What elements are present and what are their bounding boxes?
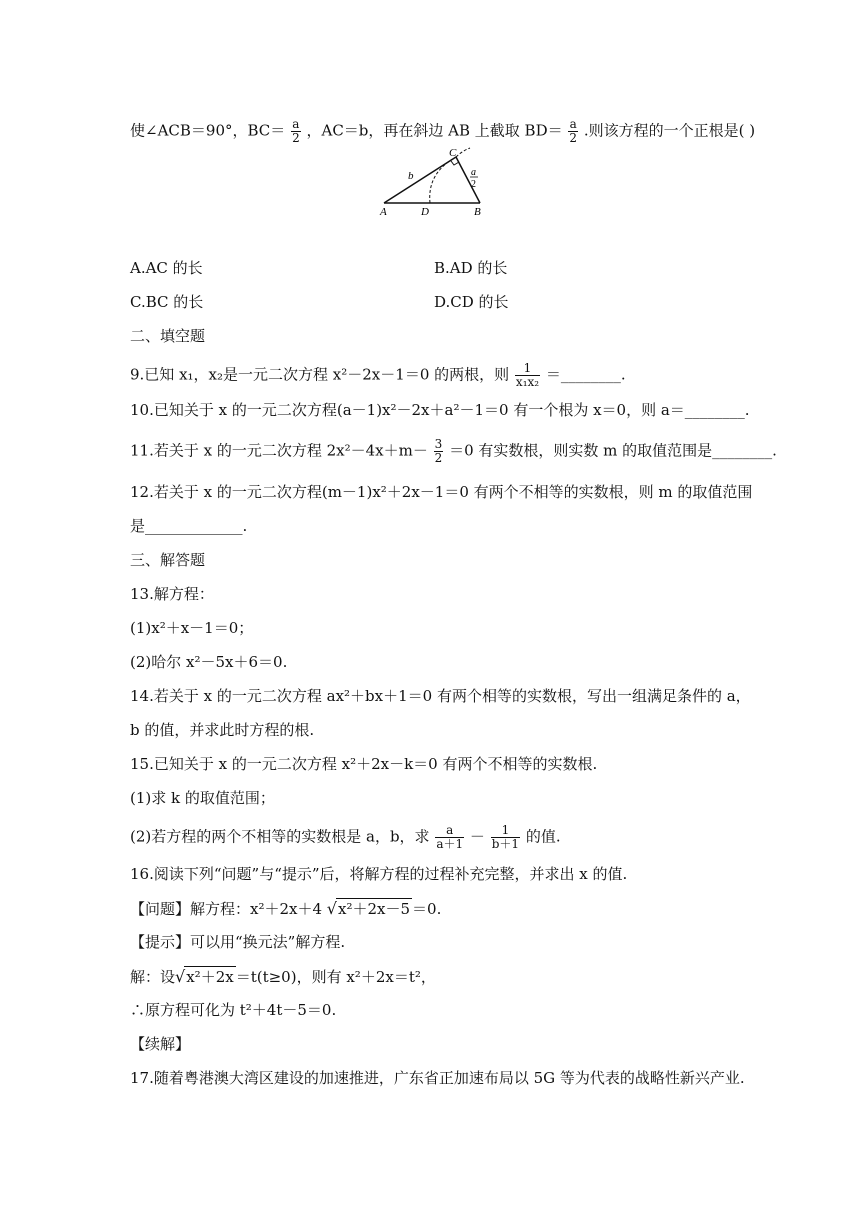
q8-stem-part: .则该方程的一个正根是( ) [583, 121, 756, 140]
triangle-figure [370, 145, 500, 220]
q15-text: 的值. [525, 827, 561, 846]
section-heading-solve: 三、解答题 [130, 551, 206, 569]
label-a-over-2-num: a [471, 167, 476, 178]
q16-text: 解：设 [130, 968, 176, 986]
sqrt-icon: √ [175, 967, 186, 986]
label-a: A [380, 206, 387, 218]
q8-stem-line [130, 118, 755, 145]
label-bb: B [474, 206, 481, 218]
sqrt-icon: √ [326, 899, 337, 918]
q14-line-2: b 的值，并求此时方程的根. [130, 721, 315, 739]
q15-text: (2)若方程的两个不相等的实数根是 a，b，求 [130, 827, 430, 846]
fraction: $\frac{1}{\text{x₁x₂}}$ [515, 361, 540, 389]
q16-text: ＝0. [412, 900, 442, 918]
radicand: x²＋2x－5 [338, 900, 411, 918]
q15-line: 15.已知关于 x 的一元二次方程 x²＋2x－k＝0 有两个不相等的实数根. [130, 755, 598, 773]
q17-line: 17.随着粤港澳大湾区建设的加速推进，广东省正加速布局以 5G 等为代表的战略性新兴产业. [130, 1069, 745, 1087]
q11-line [130, 438, 777, 465]
q14-line-1: 14.若关于 x 的一元二次方程 ax²＋bx＋1＝0 有两个相等的实数根，写出一组满足条件的 a， [130, 687, 751, 705]
q16-line: 16.阅读下列“问题”与“提示”后，将解方程的过程补充完整，并求出 x 的值. [130, 865, 628, 883]
minus-sign: － [469, 827, 485, 846]
fraction: $\frac{1}{b+1}$ [491, 823, 520, 851]
radicand: x²＋2x [186, 968, 234, 986]
q15-part2 [130, 824, 561, 851]
section-heading-fill: 二、填空题 [130, 327, 206, 345]
q8-stem-part: ，AC＝b，再在斜边 AB 上截取 BD＝ [306, 121, 563, 140]
q16-problem [130, 898, 441, 919]
q16-text: ＝t(t≥0)，则有 x²＋2x＝t²， [235, 968, 436, 986]
label-d: D [421, 206, 429, 218]
fraction: $\frac{3}{2}$ [434, 437, 443, 465]
q9-text: ＝________. [545, 365, 626, 384]
q9-line [130, 362, 626, 389]
q16-continue: 【续解】 [130, 1035, 191, 1053]
q12-line-2: 是_____________. [130, 517, 248, 535]
label-b: b [408, 170, 414, 182]
option-d: D.CD 的长 [434, 293, 509, 311]
q9-text: 9.已知 x₁，x₂是一元二次方程 x²－2x－1＝0 的两根，则 [130, 365, 510, 384]
q11-text: 11.若关于 x 的一元二次方程 2x²－4x＋m－ [130, 441, 428, 460]
option-c: C.BC 的长 [130, 293, 204, 311]
q13-part1: (1)x²＋x－1＝0； [130, 619, 254, 637]
label-c: C [449, 147, 457, 159]
option-b: B.AD 的长 [434, 259, 508, 277]
q11-text: ＝0 有实数根，则实数 m 的取值范围是________. [449, 441, 777, 460]
fraction: $\frac{a}{2}$ [292, 117, 300, 145]
q12-line-1: 12.若关于 x 的一元二次方程(m－1)x²＋2x－1＝0 有两个不相等的实数根，则 m 的取值范围 [130, 483, 753, 501]
q16-solution [130, 966, 436, 987]
q13-part2: (2)哈尔 x²－5x＋6＝0. [130, 653, 288, 671]
q15-part1: (1)求 k 的取值范围； [130, 789, 275, 807]
fraction: $\frac{a}{a+1}$ [436, 823, 464, 851]
q10-line: 10.已知关于 x 的一元二次方程(a－1)x²－2x＋a²－1＝0 有一个根为 x＝0，则 a＝________. [130, 401, 750, 419]
label-a-over-2-den: 2 [471, 179, 476, 190]
q16-hint: 【提示】可以用“换元法”解方程. [130, 933, 346, 951]
q13-line: 13.解方程： [130, 585, 214, 603]
fraction: $\frac{a}{2}$ [569, 117, 578, 145]
option-a: A.AC 的长 [130, 259, 203, 277]
q16-text: 【问题】解方程：x²＋2x＋4 [130, 900, 327, 918]
q16-transform: ∴原方程可化为 t²＋4t－5＝0. [130, 1001, 337, 1019]
q8-stem-part: 使∠ACB＝90°，BC＝ [130, 121, 286, 140]
